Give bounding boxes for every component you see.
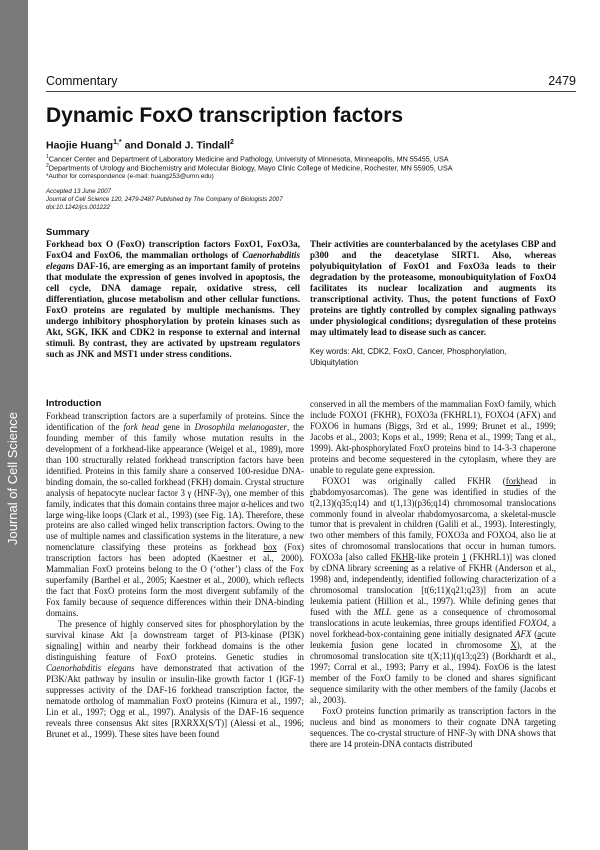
accepted-date: Accepted 13 June 2007: [46, 188, 112, 195]
affiliation-1: [46, 154, 449, 163]
journal-sidebar: [0, 0, 28, 850]
text: gene as a consequence of chromosomal translocations in acute leukemias, three groups identified: [310, 607, 556, 629]
summary-text: Forkhead box O (FoxO) transcription factors FoxO1, FoxO3a, FoxO4 and FoxO6, the mammalian orthologs of: [46, 239, 300, 261]
header-rule: [46, 91, 576, 92]
text: head in: [520, 475, 556, 486]
text: habdomyosarcomas). The gene was identified in studies of the t(2,13)(q35;q14) and t(1,13)(p36;q14) chromosomal translocations commonly found in alveolar rhabdomyosarcoma, a skeletal-muscle tumor that is prevalent in children (Galili et al., 1993). Interestingly, two other members of this family, FOXO3a and FOXO4, also lie at sites of chromosomal translocations that occur in human tumors. FOXO3a [also called: [310, 486, 556, 563]
italic-text: Drosophila melanogaster: [194, 421, 287, 432]
paragraph: [310, 476, 556, 706]
text: usion gene located in chromosome: [353, 639, 511, 650]
author-list: [46, 139, 234, 152]
underlined-text: fork: [505, 475, 521, 486]
summary-left-text: [46, 239, 300, 361]
paragraph: [46, 619, 304, 739]
text: The presence of highly conserved sites for phosphorylation by the survival kinase Akt [a downstream target of PI3-kinase (PI3K) signaling] within and nearby their forkhead domains is the other distinguishing feature of FoxO proteins. Genetic studies in: [46, 619, 304, 662]
text: cute leukemia: [310, 629, 556, 650]
italic-text: MLL: [373, 607, 392, 618]
text: gene in: [159, 421, 195, 432]
introduction-heading: Introduction: [46, 398, 102, 409]
author-2: Donald J. Tindall: [146, 139, 230, 152]
doi: doi:10.1242/jcs.001222: [46, 204, 110, 211]
underlined-text: 1: [462, 552, 467, 563]
text: ), at the chromosomal translocation site t(X;11)(q13;q23) (Borkhardt et al., 1997; Corral et al., 1993; Parry et al., 1994). FoxO6 is the latest member of the FoxO family to be cloned and shares significant sequence similarity with the other members of the family (Jacobs et al., 2003).: [310, 639, 557, 705]
text: FOXO1 was originally called FKHR (: [322, 475, 506, 486]
summary-text: DAF-16, are emerging as an important family of proteins that modulate the expression of genes involved in apoptosis, the cell cycle, DNA damage repair, oxidative stress, cell differentiation, glucose metabolism and other cellular functions. FoxO proteins are regulated by multiple mechanisms. They undergo inhibitory phosphorylation by protein kinases such as Akt, SGK, IKK and CDK2 in response to external and internal stimuli. By contrast, they are activated by upstream regulators such as JNK and MST1 under stress conditions.: [46, 261, 300, 360]
paragraph: FoxO proteins function primarily as transcription factors in the nucleus and bind as monomers to their cognate DNA targeting sequences. The co-crystal structure of HNF-3γ with DNA shows that there are 14 protein-DNA contacts distributed: [310, 705, 556, 749]
underlined-text: FKHR: [390, 552, 415, 563]
author-conjunction: and: [121, 139, 147, 152]
text: have demonstrated that activation of the PI3K/Akt pathway by insulin or insulin-like growth factor 1 (IGF-1) suppresses activity of the DAF-16 forkhead transcription factor, the nematode ortholog of mammalian FoxO proteins (Kimura et al., 1997; Lin et al., 1997; Ogg et al., 1997). Analysis of the DAF-16 sequence reveals three consensus Akt sites [RXRXX(S/T)] (Alessi et al., 1996; Brunet et al., 1999). These sites have been found: [46, 662, 304, 739]
text: (Fox) transcription factors has been adopted (Kaestner et al., 2000). Mammalian FoxO proteins belong to the O (‘other’) class of the Fox superfamily (Barthel et al., 2005; Kaestner et al., 2000), which reflects the fact that FoxO proteins form the most divergent subfamily of the Fox family because of sequence differences within their DNA-binding domains.: [46, 542, 304, 619]
affiliation-2: [46, 163, 453, 172]
left-column: [46, 399, 304, 740]
text: , the founding member of this family whose mutation results in the development of a forkhead-like appearance (Weigel et al., 1989), more than 100 structurally related forkhead transcription factors have been identified. Proteins in this family share a conserved 100-residue DNA-binding domain, the so-called forkhead (FKH) domain. Crystal structure analysis of hepatocyte nuclear factor 3 γ (HNF-3γ), one member of this family, indicates that this domain contains three major α-helices and two large wing-like loops (Clark et al., 1993) (see Fig. 1A). Therefore, these proteins are also called winged helix transcription factors. Owing to the use of multiple names and classification systems in the literature, a new nomenclature classifying these proteins as: [46, 421, 304, 553]
author-1-marker: 1,*: [113, 139, 122, 146]
affiliation-2-text: Departments of Urology and Biochemistry and Molecular Biology, Mayo Clinic College of Medicine, Rochester, MN 55905, USA: [48, 163, 453, 173]
keywords: Key words: Akt, CDK2, FoxO, Cancer, Phosphorylation, Ubiquitylation: [310, 347, 507, 367]
underlined-text: a: [537, 629, 542, 640]
underlined-text: f: [224, 542, 228, 553]
underlined-text: f: [350, 639, 354, 650]
article-title: Dynamic FoxO transcription factors: [46, 104, 404, 127]
paragraph: [46, 411, 304, 619]
section-label: Commentary: [46, 74, 118, 88]
text: , a novel forkhead-box-containing gene initially designated: [310, 618, 556, 640]
italic-text: Caenorhabditis elegans: [46, 662, 135, 673]
summary-right-text: Their activities are counterbalanced by the acetylases CBP and p300 and the deacetylase SIRT1. Also, whereas polyubiquitylation of FoxO1 and FoxO3a leads to their degradation by the proteasome, monoubiquitylation of FoxO4 facilitates its nuclear localization and augments its transcriptional activity. Thus, the potent functions of FoxO proteins are tightly controlled by complex signaling pathways under physiological conditions; dysregulation of these proteins may ultimately lead to disease such as cancer.: [310, 239, 556, 338]
underlined-text: X: [510, 639, 517, 650]
author-2-marker: 2: [230, 139, 234, 146]
affiliation-1-marker: 1: [46, 154, 49, 160]
underlined-text: box: [263, 542, 277, 553]
text: Forkhead transcription factors are a superfamily of proteins. Since the identification of the: [46, 410, 304, 432]
summary-heading: Summary: [46, 227, 90, 238]
italic-text: FOXO4: [518, 618, 547, 629]
text: orkhead: [227, 542, 264, 553]
text: (: [531, 629, 538, 640]
right-column: [310, 399, 556, 750]
italic-text: AFX: [515, 629, 532, 640]
page-header: [46, 74, 576, 90]
text: -like protein: [414, 552, 463, 563]
sidebar-journal-name: Journal of Cell Science: [5, 412, 20, 545]
affiliation-2-marker: 2: [46, 163, 49, 169]
affiliation-1-text: Cancer Center and Department of Laboratory Medicine and Pathology, University of Minnesota, Minneapolis, MN 55455, USA: [48, 154, 449, 164]
author-1: Haojie Huang: [46, 139, 114, 152]
page-number: 2479: [548, 74, 576, 88]
paragraph: conserved in all the members of the mammalian FoxO family, which include FOXO1 (FKHR), FOXO3a (FKHRL1), FOXO4 (AFX) and FOXO6 in humans (Biggs, 3rd et al., 1999; Brunet et al., 1999; Jacobs et al., 2003; Kops et al., 1999; Rena et al., 1999; Tang et al., 1999). Akt-phosphorylated FoxO proteins bind to 14-3-3 chaperone proteins and become sequestered in the cytoplasm, where they are unable to regulate gene expression.: [310, 399, 556, 475]
correspondence: *Author for correspondence (e-mail: huang253@umn.edu): [46, 173, 214, 180]
italic-text: fork head: [123, 421, 159, 432]
text: (FKHRL1)] was cloned by cDNA library screening as a relative of FKHR (Anderson et al., 1998) and, independently, identified following characterization of a chromosomal translocation [t(6;11)(q21;q23)] from an acute leukemia patient (Hillion et al., 1997). While defining genes that fused with the: [310, 552, 556, 618]
underlined-text: r: [310, 486, 313, 497]
summary-species: Caenorhabditis elegans: [46, 250, 300, 272]
journal-citation: Journal of Cell Science 120, 2479-2487 Published by The Company of Biologists 2007: [46, 196, 283, 203]
